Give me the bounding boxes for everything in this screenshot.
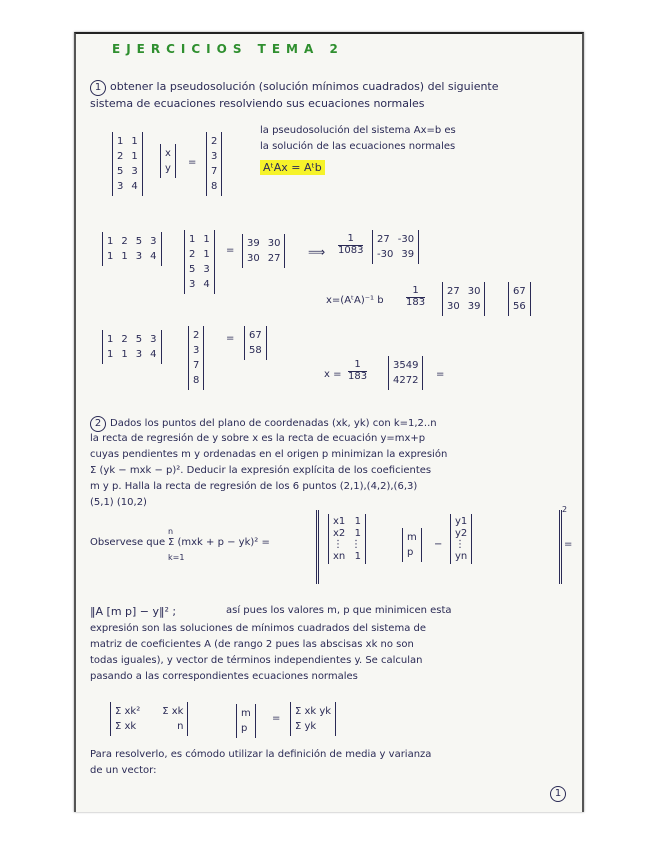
ex2-line-1: la recta de regresión de y sobre x es la recta de ecuación y=mx+p	[90, 433, 426, 444]
x-rhs-vector: 67 56	[508, 282, 531, 316]
ex2-line-5: (5,1) (10,2)	[90, 497, 147, 508]
page-title: EJERCICIOS TEMA 2	[112, 42, 344, 56]
mp-vector: m p	[402, 528, 422, 562]
vector-xy: x y	[160, 144, 176, 178]
square-exponent: 2	[562, 505, 568, 514]
normal-unknowns: m p	[236, 704, 256, 738]
page-number: 1	[550, 786, 570, 802]
ex2-text-1: expresión son las soluciones de mínimos cuadrados del sistema de	[90, 623, 427, 634]
ex2-text-3: todas iguales), y vector de términos independientes y. Se calculan	[90, 655, 423, 666]
normal-matrix: Σ xk² Σ xk Σ xk n	[110, 702, 188, 736]
ex2-text-4: pasando a las correspondientes ecuaciones normales	[90, 671, 358, 682]
matrix-ata-inverse: 27 -30 -30 39	[372, 230, 419, 264]
ex2-text-0: así pues los valores m, p que minimicen esta	[226, 605, 452, 616]
ex1-statement-line1: 1 obtener la pseudosolución (solución mínimos cuadrados) del siguiente	[90, 80, 499, 96]
matrix-a: 1 1 2 1 5 3 3 4	[112, 132, 143, 196]
ex1-note-line2: la solución de las ecuaciones normales	[260, 141, 456, 152]
equals-sign: =	[188, 157, 197, 168]
matrix-ata: 39 30 30 27	[242, 234, 285, 268]
ex1-note-line1: la pseudosolución del sistema Ax=b es	[260, 125, 456, 136]
equals-sign-2: =	[226, 245, 235, 256]
matrix-at: 1 2 5 3 1 1 3 4	[102, 232, 162, 266]
vector-b: 2 3 7 8	[206, 132, 222, 196]
x-result-tail: =	[436, 369, 445, 380]
normal-equation-highlight: AᵗAx = Aᵗb	[260, 162, 325, 174]
ex2-line-0: 2 Dados los puntos del plano de coordenadas (xk, yk) con k=1,2..n	[90, 416, 437, 432]
norm-equation: ‖A [m p] − y‖² ;	[90, 605, 177, 618]
x-fraction: 1 183	[406, 285, 426, 308]
matrix-a-copy: 1 1 2 1 5 3 3 4	[184, 230, 215, 294]
ex2-line-2: cuyas pendientes m y ordenadas en el origen p minimizan la expresión	[90, 449, 448, 460]
sum-limits-bottom: k=1	[168, 553, 185, 562]
ex1-statement-line2: sistema de ecuaciones resolviendo sus ecuaciones normales	[90, 97, 425, 110]
x-result-vector: 3549 4272	[388, 356, 423, 390]
equals-sign-5: =	[272, 713, 281, 724]
matrix-at-2: 1 2 5 3 1 1 3 4	[102, 330, 162, 364]
inverse-fraction: 1 1083	[338, 233, 364, 256]
ex1-number-badge: 1	[90, 80, 106, 96]
x-inverse-matrix: 27 30 30 39	[442, 282, 485, 316]
equals-sign-3: =	[226, 333, 235, 344]
ex2-end-line1: Para resolverlo, es cómodo utilizar la definición de media y varianza	[90, 749, 432, 760]
ex2-line-4: m y p. Halla la recta de regresión de los 6 puntos (2,1),(4,2),(6,3)	[90, 481, 418, 492]
normal-rhs: Σ xk yk Σ yk	[290, 702, 336, 736]
y-vector: y1 y2 ⋮ yn	[450, 514, 472, 564]
minus-sign: −	[434, 539, 443, 550]
x-result-label: x =	[324, 369, 342, 380]
vector-atb: 67 58	[244, 326, 267, 360]
ex2-text-2: matriz de coeficientes A (de rango 2 pues las abscisas xk no son	[90, 639, 414, 650]
ex2-number-badge: 2	[90, 416, 106, 432]
equals-sign-4: =	[564, 539, 573, 550]
ex2-line-3: Σ (yk − mxk − p)². Deducir la expresión explícita de los coeficientes	[90, 465, 432, 476]
sum-limits: n	[168, 527, 174, 536]
notebook-page	[74, 32, 584, 812]
x-result-fraction: 1 183	[348, 359, 368, 382]
ex2-end-line2: de un vector:	[90, 765, 157, 776]
design-matrix: x1 1 x2 1 ⋮ ⋮ xn 1	[328, 514, 366, 564]
observe-label: Observese que	[90, 537, 166, 548]
implies-arrow: ⟹	[308, 245, 326, 259]
vector-b-copy: 2 3 7 8	[188, 326, 204, 390]
sum-expression: Σ (mxk + p − yk)² =	[168, 537, 270, 548]
x-formula: x=(AᵗA)⁻¹ b	[326, 295, 384, 306]
